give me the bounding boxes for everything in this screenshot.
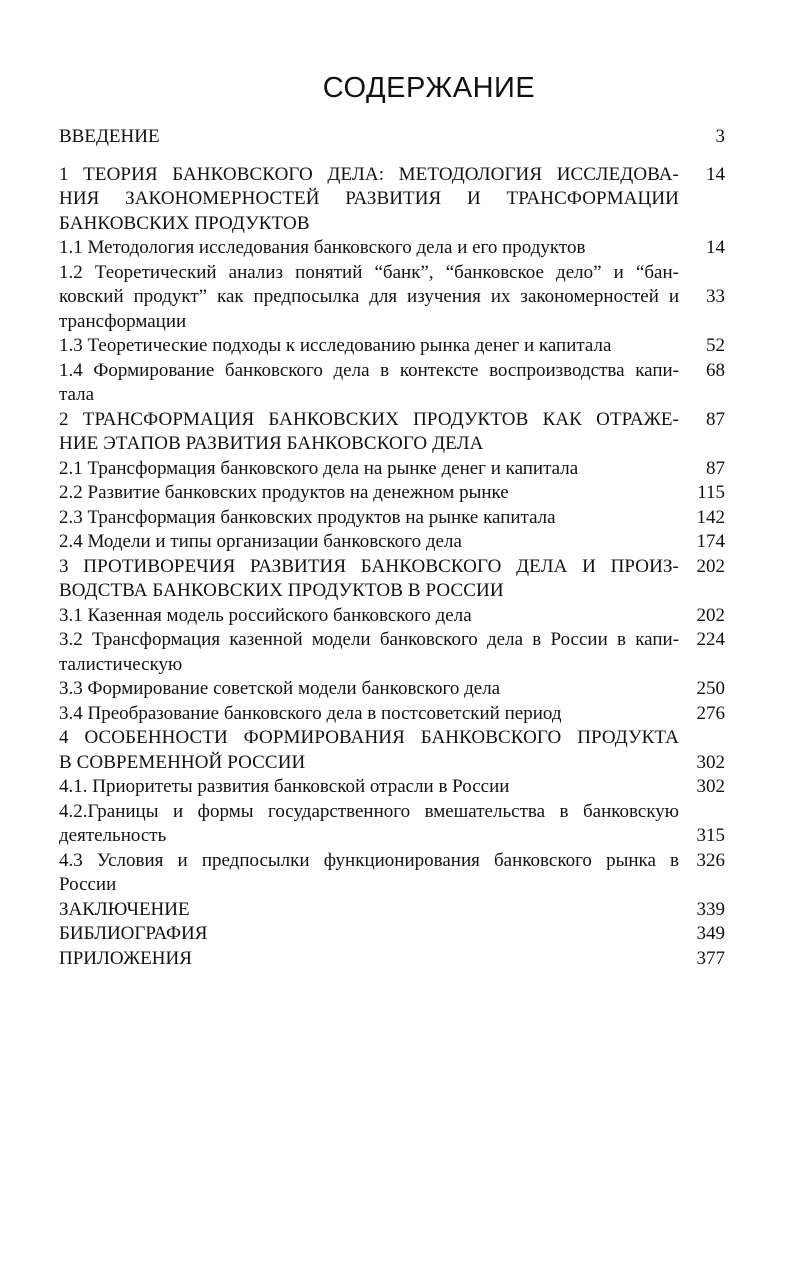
toc-entry-chapter-1 — [59, 163, 739, 237]
toc-entry-text: ковский продукт” как предпосылка для изучения их закономерностей и — [59, 286, 679, 307]
toc-entry-1-4 — [59, 359, 739, 408]
toc-page-number: 349 — [696, 923, 725, 944]
toc-page-number: 14 — [706, 237, 725, 258]
toc-entry-text: БАНКОВСКИХ ПРОДУКТОВ — [59, 212, 310, 234]
toc-entry-text: НИЕ ЭТАПОВ РАЗВИТИЯ БАНКОВСКОГО ДЕЛА — [59, 433, 484, 454]
toc-entry-text: 1.2 Теоретический анализ понятий “банк”, “банковское дело” и “бан- — [59, 261, 679, 283]
toc-entry-text: 2.2 Развитие банковских продуктов на денежном рынке — [59, 482, 509, 503]
toc-entry-text: 3.4 Преобразование банковского дела в постсоветский период — [59, 702, 562, 724]
toc-entry-text: 3.2 Трансформация казенной модели банковского дела в России в капи- — [59, 629, 679, 650]
toc-entry-2-3 — [59, 506, 739, 531]
toc-entry-text: 4.3 Условия и предпосылки функционирования банковского рынка в — [59, 849, 679, 871]
toc-entry-4-3 — [59, 849, 739, 898]
toc-entry-text: 2.1 Трансформация банковского дела на рынке денег и капитала — [59, 457, 579, 479]
toc-entry-text: 2 ТРАНСФОРМАЦИЯ БАНКОВСКИХ ПРОДУКТОВ КАК ОТРАЖЕ- — [59, 408, 679, 430]
toc-page-number: 142 — [696, 506, 725, 528]
toc-page-number: 302 — [696, 776, 725, 797]
toc-entry-3-1 — [59, 604, 739, 629]
toc-entry-chapter-3 — [59, 555, 739, 604]
toc-page-number: 87 — [706, 457, 725, 479]
toc-entry-text: НИЯ ЗАКОНОМЕРНОСТЕЙ РАЗВИТИЯ И ТРАНСФОРМАЦИИ — [59, 188, 679, 209]
toc-entry-text: 3.1 Казенная модель российского банковского дела — [59, 604, 472, 626]
toc-page-number: 276 — [696, 702, 725, 724]
toc-entry-text: 2.4 Модели и типы организации банковского дела — [59, 531, 462, 552]
toc-entry-text: деятельность — [59, 825, 167, 846]
toc-page-number: 202 — [696, 604, 725, 626]
toc-entry-text: 1 ТЕОРИЯ БАНКОВСКОГО ДЕЛА: МЕТОДОЛОГИЯ ИССЛЕДОВА- — [59, 163, 679, 185]
toc-entry-text: тала — [59, 384, 95, 405]
toc-page-number: 224 — [696, 629, 725, 650]
toc-entry-text: России — [59, 874, 117, 895]
toc-page-number: 202 — [696, 555, 725, 577]
toc-entry-chapter-2 — [59, 408, 739, 457]
toc-entry-chapter-4 — [59, 726, 739, 775]
toc-entry-4-2 — [59, 800, 739, 849]
toc-entry-1-1 — [59, 236, 739, 261]
toc-entry-3-4 — [59, 702, 739, 727]
toc-page-number: 250 — [696, 678, 725, 699]
toc-entry-text: трансформации — [59, 310, 187, 332]
toc-entry-text: ВОДСТВА БАНКОВСКИХ ПРОДУКТОВ В РОССИИ — [59, 580, 504, 601]
toc-entry-2-4 — [59, 530, 739, 555]
toc-page-number: 115 — [697, 482, 725, 503]
toc-entry-3-2 — [59, 628, 739, 677]
toc-page-number: 339 — [696, 898, 725, 920]
toc-page-number: 33 — [706, 286, 725, 307]
toc-entry-text: ЗАКЛЮЧЕНИЕ — [59, 898, 190, 920]
toc-page-number: 315 — [696, 825, 725, 846]
toc-entry-1-2 — [59, 261, 739, 335]
table-of-contents — [59, 125, 739, 971]
toc-entry-text: 4 ОСОБЕННОСТИ ФОРМИРОВАНИЯ БАНКОВСКОГО ПРОДУКТА — [59, 727, 679, 748]
toc-entry-text: 3.3 Формирование советской модели банковского дела — [59, 678, 501, 699]
toc-entry-1-3 — [59, 334, 739, 359]
toc-entry-4-1 — [59, 775, 739, 800]
toc-entry-introduction — [59, 125, 739, 150]
toc-page-number: 52 — [706, 335, 725, 356]
toc-entry-text: 4.2.Границы и формы государственного вмешательства в банковскую — [59, 800, 679, 822]
toc-entry-text: талистическую — [59, 653, 183, 675]
toc-entry-text: 3 ПРОТИВОРЕЧИЯ РАЗВИТИЯ БАНКОВСКОГО ДЕЛА И ПРОИЗ- — [59, 555, 679, 577]
toc-entry-text: ПРИЛОЖЕНИЯ — [59, 947, 192, 969]
toc-entry-appendices — [59, 947, 739, 972]
toc-entry-text: 4.1. Приоритеты развития банковской отрасли в России — [59, 776, 510, 797]
toc-entry-text: 1.1 Методология исследования банковского дела и его продуктов — [59, 237, 586, 258]
toc-page-number: 377 — [696, 947, 725, 969]
toc-entry-text: В СОВРЕМЕННОЙ РОССИИ — [59, 751, 306, 773]
page-title: СОДЕРЖАНИЕ — [322, 72, 536, 104]
toc-page-number: 3 — [715, 126, 725, 147]
toc-entry-3-3 — [59, 677, 739, 702]
toc-page-number: 302 — [696, 751, 725, 773]
toc-entry-text: БИБЛИОГРАФИЯ — [59, 923, 208, 944]
toc-page-number: 326 — [696, 849, 725, 871]
toc-entry-text: ВВЕДЕНИЕ — [59, 126, 160, 147]
toc-page-number: 14 — [706, 163, 725, 185]
toc-page-number: 174 — [696, 531, 725, 552]
toc-entry-2-2 — [59, 481, 739, 506]
toc-entry-text: 2.3 Трансформация банковских продуктов на рынке капитала — [59, 506, 556, 528]
toc-page-number: 68 — [706, 359, 725, 381]
toc-entry-text: 1.3 Теоретические подходы к исследованию рынка денег и капитала — [59, 335, 612, 356]
toc-entry-bibliography — [59, 922, 739, 947]
toc-entry-conclusion — [59, 898, 739, 923]
toc-entry-2-1 — [59, 457, 739, 482]
toc-page-number: 87 — [706, 408, 725, 430]
toc-entry-text: 1.4 Формирование банковского дела в контексте воспроизводства капи- — [59, 359, 679, 381]
